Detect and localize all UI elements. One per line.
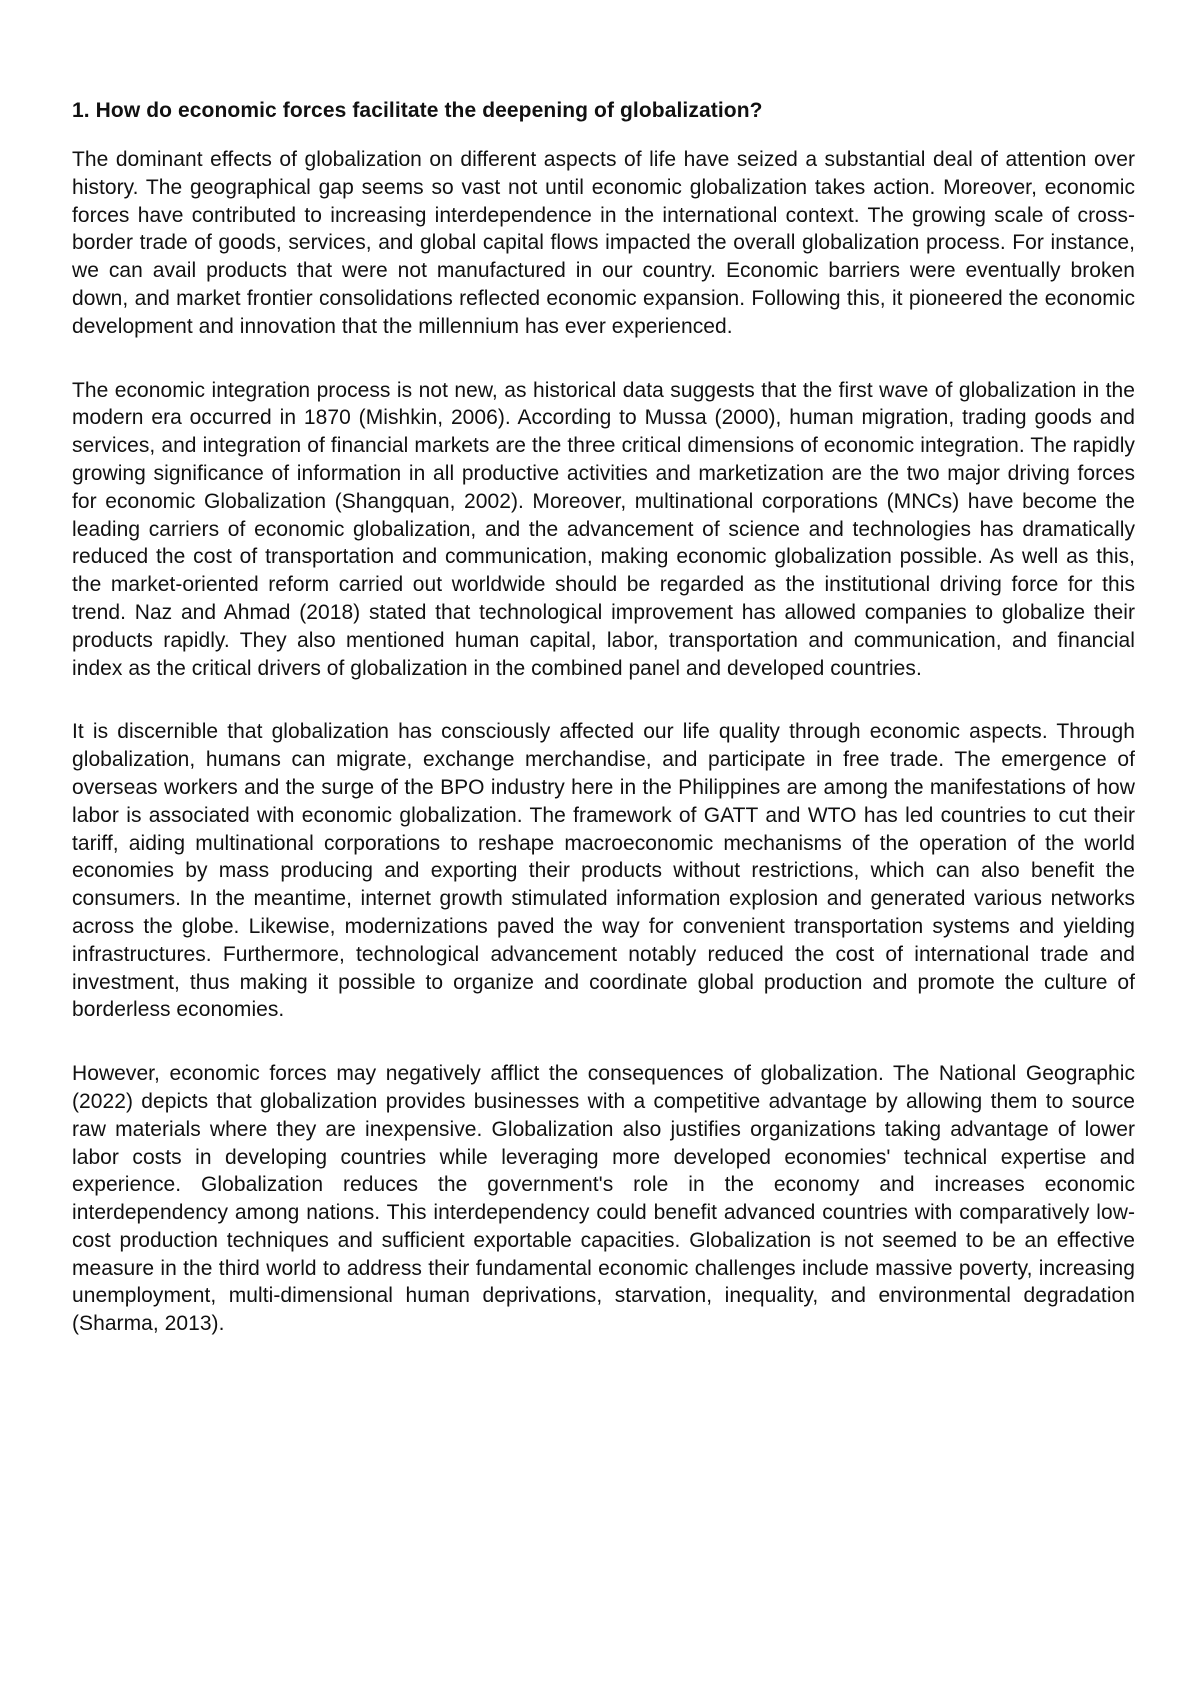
paragraph-introduction: The dominant effects of globalization on different aspects of life have seized a substantial deal of attention over history. The geographical gap seems so vast not until economic globalization takes action. Moreover, economic forces have contributed to increasing interdependence in the international context. The growing scale of cross-border trade of goods, services, and global capital flows impacted the overall globalization process. For instance, we can avail products that were not manufactured in our country. Economic barriers were eventually broken down, and market frontier consolidations reflected economic expansion. Following this, it pioneered the economic development and innovation that the millennium has ever experienced.	[72, 148, 1135, 338]
document-page	[72, 96, 1135, 1374]
paragraph-economic-integration: The economic integration process is not new, as historical data suggests that the first wave of globalization in the modern era occurred in 1870 (Mishkin, 2006). According to Mussa (2000), human migration, trading goods and services, and integration of financial markets are the three critical dimensions of economic integration. The rapidly growing significance of information in all productive activities and marketization are the two major driving forces for economic Globalization (Shangquan, 2002). Moreover, multinational corporations (MNCs) have become the leading carriers of economic globalization, and the advancement of science and technologies has dramatically reduced the cost of transportation and communication, making economic globalization possible. As well as this, the market-oriented reform carried out worldwide should be regarded as the institutional driving force for this trend. Naz and Ahmad (2018) stated that technological improvement has allowed companies to globalize their products rapidly. They also mentioned human capital, labor, transportation and communication, and financial index as the critical drivers of globalization in the combined panel and developed countries.	[72, 378, 1135, 680]
paragraph-life-quality: It is discernible that globalization has consciously affected our life quality through economic aspects. Through globalization, humans can migrate, exchange merchandise, and participate in free trade. The emergence of overseas workers and the surge of the BPO industry here in the Philippines are among the manifestations of how labor is associated with economic globalization. The framework of GATT and WTO has led countries to cut their tariff, aiding multinational corporations to reshape macroeconomic mechanisms of the operation of the world economies by mass producing and exporting their products without restrictions, which can also benefit the consumers. In the meantime, internet growth stimulated information explosion and generated various networks across the globe. Likewise, modernizations paved the way for convenient transportation systems and yielding infrastructures. Furthermore, technological advancement notably reduced the cost of international trade and investment, thus making it possible to organize and coordinate global production and promote the culture of borderless economies.	[72, 720, 1135, 1022]
question-heading: 1. How do economic forces facilitate the deepening of globalization?	[72, 99, 763, 122]
paragraph-negative-effects: However, economic forces may negatively afflict the consequences of globalization. The National Geographic (2022) depicts that globalization provides businesses with a competitive advantage by allowing them to source raw materials where they are inexpensive. Globalization also justifies organizations taking advantage of lower labor costs in developing countries while leveraging more developed economies' technical expertise and experience. Globalization reduces the government's role in the economy and increases economic interdependency among nations. This interdependency could benefit advanced countries with comparatively low-cost production techniques and sufficient exportable capacities. Globalization is not seemed to be an effective measure in the third world to address their fundamental economic challenges include massive poverty, increasing unemployment, multi-dimensional human deprivations, starvation, inequality, and environmental degradation (Sharma, 2013).	[72, 1062, 1135, 1336]
